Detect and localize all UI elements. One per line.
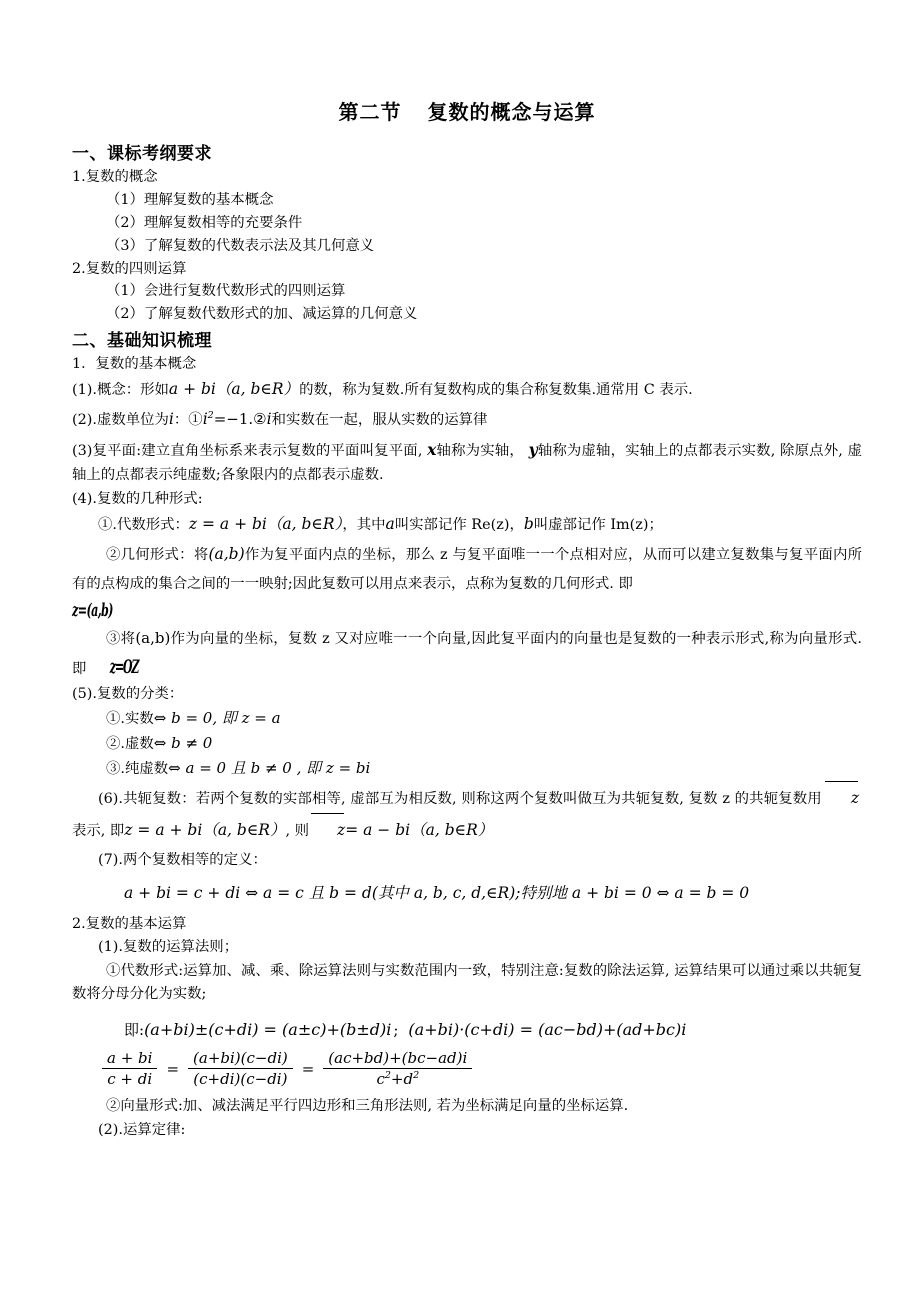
division-middle-fraction [188, 1049, 293, 1089]
equality-formula-paren: (其中 a, b, c, d,∈R) [371, 883, 516, 902]
conjugate-text-b: 表示, 即 [72, 823, 125, 840]
classification-pure-imaginary-label: ③.纯虚数 [106, 761, 169, 778]
geometric-form-formula: z=(a,b) [72, 600, 113, 622]
z-bar-symbol: z [825, 782, 859, 814]
equality-formula-line [72, 882, 862, 906]
algebraic-form-condition: （a, b∈R） [266, 514, 343, 533]
division-lhs-fraction [102, 1049, 157, 1089]
geometric-form-paragraph [72, 539, 862, 599]
i-squared-exponent: 2 [207, 410, 214, 422]
conjugate-cond-1: （a, b∈R） [202, 821, 286, 840]
vector-form-paragraph [72, 626, 862, 682]
algebraic-form-mid: ，其中 [342, 516, 386, 533]
section1-item-2: 2.复数的四则运算 [72, 260, 187, 277]
division-formula-block [72, 1049, 862, 1089]
i-squared-base: i [202, 410, 208, 429]
x-axis-symbol: x [427, 440, 437, 460]
classification-imaginary-label: ②.虚数 [106, 736, 154, 753]
algebraic-form-mid-2: 叫实部记作 Re(z)， [394, 516, 524, 533]
division-rhs-d: d [403, 1070, 414, 1089]
addition-formula: (a+bi)±(c+di) = (a±c)+(b±d)i [144, 1020, 392, 1040]
section-2-heading: 二、基础知识梳理 [72, 331, 212, 352]
y-axis-symbol: y [528, 440, 538, 460]
concept-label: (1).概念：形如 [72, 382, 169, 398]
page-title [72, 96, 862, 125]
conjugate-text-c: , 则 [285, 823, 310, 840]
division-rhs-fraction [323, 1049, 472, 1089]
forms-title: (4).复数的几种形式: [72, 490, 203, 507]
operation-laws-title: (2).运算定律: [98, 1122, 186, 1139]
conjugate-eq-2: = a − bi [345, 821, 411, 840]
subsection-2-title: 2.复数的基本运算 [72, 915, 187, 932]
document-body [72, 80, 862, 1143]
complex-plane-a: (3)复平面:建立直角坐标系来表示复数的平面叫复平面, [72, 443, 428, 460]
imaginary-unit-symbol-2: i [266, 410, 272, 429]
operation-rules-title: (1).复数的运算法则； [98, 938, 239, 955]
section1-item-1: 1.复数的概念 [72, 168, 158, 185]
geometric-form-text: 作为复平面内点的坐标，那么 z 与复平面唯一一个点相对应，从而可以建立复数集与复平面内所有的点构成的集合之间的一一映射;因此复数可以用点来表示，点称为复数的几何形式. 即 [72, 547, 862, 593]
classification-real-label: ①.实数 [106, 711, 154, 728]
vector-form-label: ③将 [106, 631, 136, 648]
vector-form-formula: z=OZ [110, 655, 139, 678]
z-bar-symbol-2: z [311, 814, 345, 846]
subsection-1-title: 1．复数的基本概念 [72, 356, 197, 373]
imaginary-unit-c: 和实数在一起，服从实数的运算律 [271, 412, 488, 429]
conjugate-eq-1: z = a + bi [124, 821, 203, 840]
geometric-form-formula-line [72, 597, 862, 624]
concept-formula: a + bi [168, 380, 216, 398]
section1-item-2-sub-2: （2）了解复数代数形式的加、减运算的几何意义 [106, 306, 418, 323]
division-rhs-denominator: $c^2+d^2$ [323, 1068, 472, 1088]
algebraic-form-formula: z = a + bi [188, 514, 267, 533]
complex-plane-c: 轴称为虚轴，实轴上的点都表示实数, 除原点外, 虚轴上的点都表示纯虚数;各象限内的点都表示虚数. [72, 443, 862, 483]
division-equals-1: = [166, 1059, 180, 1078]
equality-formula-a: a + bi = c + di ⇔ a = c 且 b = d [124, 883, 372, 902]
concept-condition: （a, b∈R） [215, 380, 300, 398]
classification-pure-imaginary-formula: ⇔ a = 0 且 b ≠ 0 , 即 z = bi [168, 759, 371, 778]
imaginary-unit-definition [72, 404, 862, 435]
operation-formula-label: 即: [124, 1021, 145, 1040]
equality-formula-b: ;特别地 a + bi = 0 ⇔ a = b = 0 [515, 883, 750, 902]
classification-real-formula: ⇔ b = 0, 即 z = a [153, 709, 281, 728]
real-part-symbol: a [385, 514, 395, 533]
imag-part-symbol: b [523, 514, 534, 533]
title-main: 复数的概念与运算 [427, 100, 596, 124]
concept-definition [72, 377, 862, 402]
conjugate-paragraph [72, 782, 862, 846]
vector-form-coords: (a,b) [135, 629, 171, 648]
classification-pure-imaginary [72, 757, 862, 781]
division-middle-numerator: (a+bi)(c−di) [193, 1049, 288, 1068]
algebraic-form-label: ①.代数形式： [98, 516, 189, 533]
formula-separator: ; [393, 1021, 399, 1040]
division-middle-denominator: (c+di)(c−di) [188, 1068, 293, 1088]
division-equals-2: = [301, 1059, 315, 1078]
section1-item-1-sub-2: （2）理解复数相等的充要条件 [106, 214, 303, 231]
division-rhs-c: c [376, 1070, 385, 1089]
complex-plane-b: 轴称为实轴， [436, 443, 529, 460]
algebraic-form-line [72, 512, 862, 537]
title-prefix: 第二节 [338, 100, 402, 124]
vector-form-text: 作为向量的坐标，复数 z 又对应唯一一个向量,因此复平面内的向量也是复数的一种表示形式,称为向量形式. 即 [72, 631, 862, 677]
operation-rule-algebraic: ①代数形式:运算加、减、乘、除运算法则与实数范围内一致，特别注意:复数的除法运算, 运算结果可以通过乘以共轭复数将分母分化为实数; [72, 962, 862, 1002]
concept-rest: 的数，称为复数.所有复数构成的集合称复数集.通常用 C 表示. [299, 382, 693, 398]
imaginary-unit-symbol: i [168, 410, 174, 429]
conjugate-text-a: 若两个复数的实部相等, 虚部互为相反数, 则称这两个复数叫做互为共轭复数, 复数 z 的共轭复数用 [195, 791, 822, 808]
conjugate-label: (6).共轭复数： [98, 791, 196, 808]
classification-real [72, 707, 862, 731]
section1-item-1-sub-1: （1）理解复数的基本概念 [106, 191, 274, 208]
multiplication-formula: (a+bi)·(c+di) = (ac−bd)+(ad+bc)i [408, 1020, 687, 1040]
imaginary-unit-a: ：① [173, 412, 203, 429]
imaginary-unit-label: (2).虚数单位为 [72, 412, 169, 429]
classification-imaginary-formula: ⇔ b ≠ 0 [153, 734, 213, 753]
classification-imaginary [72, 732, 862, 756]
operation-formula-line [72, 1018, 862, 1043]
section-1-heading: 一、课标考纲要求 [72, 144, 212, 164]
division-rhs-numerator: (ac+bd)+(bc−ad)i [328, 1049, 468, 1068]
algebraic-form-tail: 叫虚部记作 Im(z)； [533, 516, 663, 533]
complex-plane-paragraph [72, 437, 862, 487]
i-squared-value: =−1.② [213, 410, 267, 429]
operation-rule-vector: ②向量形式:加、减法满足平行四边形和三角形法则, 若为坐标满足向量的坐标运算. [106, 1097, 629, 1114]
section1-item-2-sub-1: （1）会进行复数代数形式的四则运算 [106, 283, 346, 300]
section1-item-1-sub-3: （3）了解复数的代数表示法及其几何意义 [106, 237, 375, 254]
division-lhs-numerator: a + bi [107, 1049, 153, 1068]
equality-title: (7).两个复数相等的定义： [98, 852, 267, 869]
geometric-form-coords: (a,b) [208, 545, 245, 564]
geometric-form-label: ②几何形式：将 [106, 547, 209, 564]
conjugate-cond-2: （a, b∈R） [410, 821, 494, 840]
classification-title: (5).复数的分类： [72, 686, 184, 703]
division-lhs-denominator: c + di [102, 1068, 157, 1088]
